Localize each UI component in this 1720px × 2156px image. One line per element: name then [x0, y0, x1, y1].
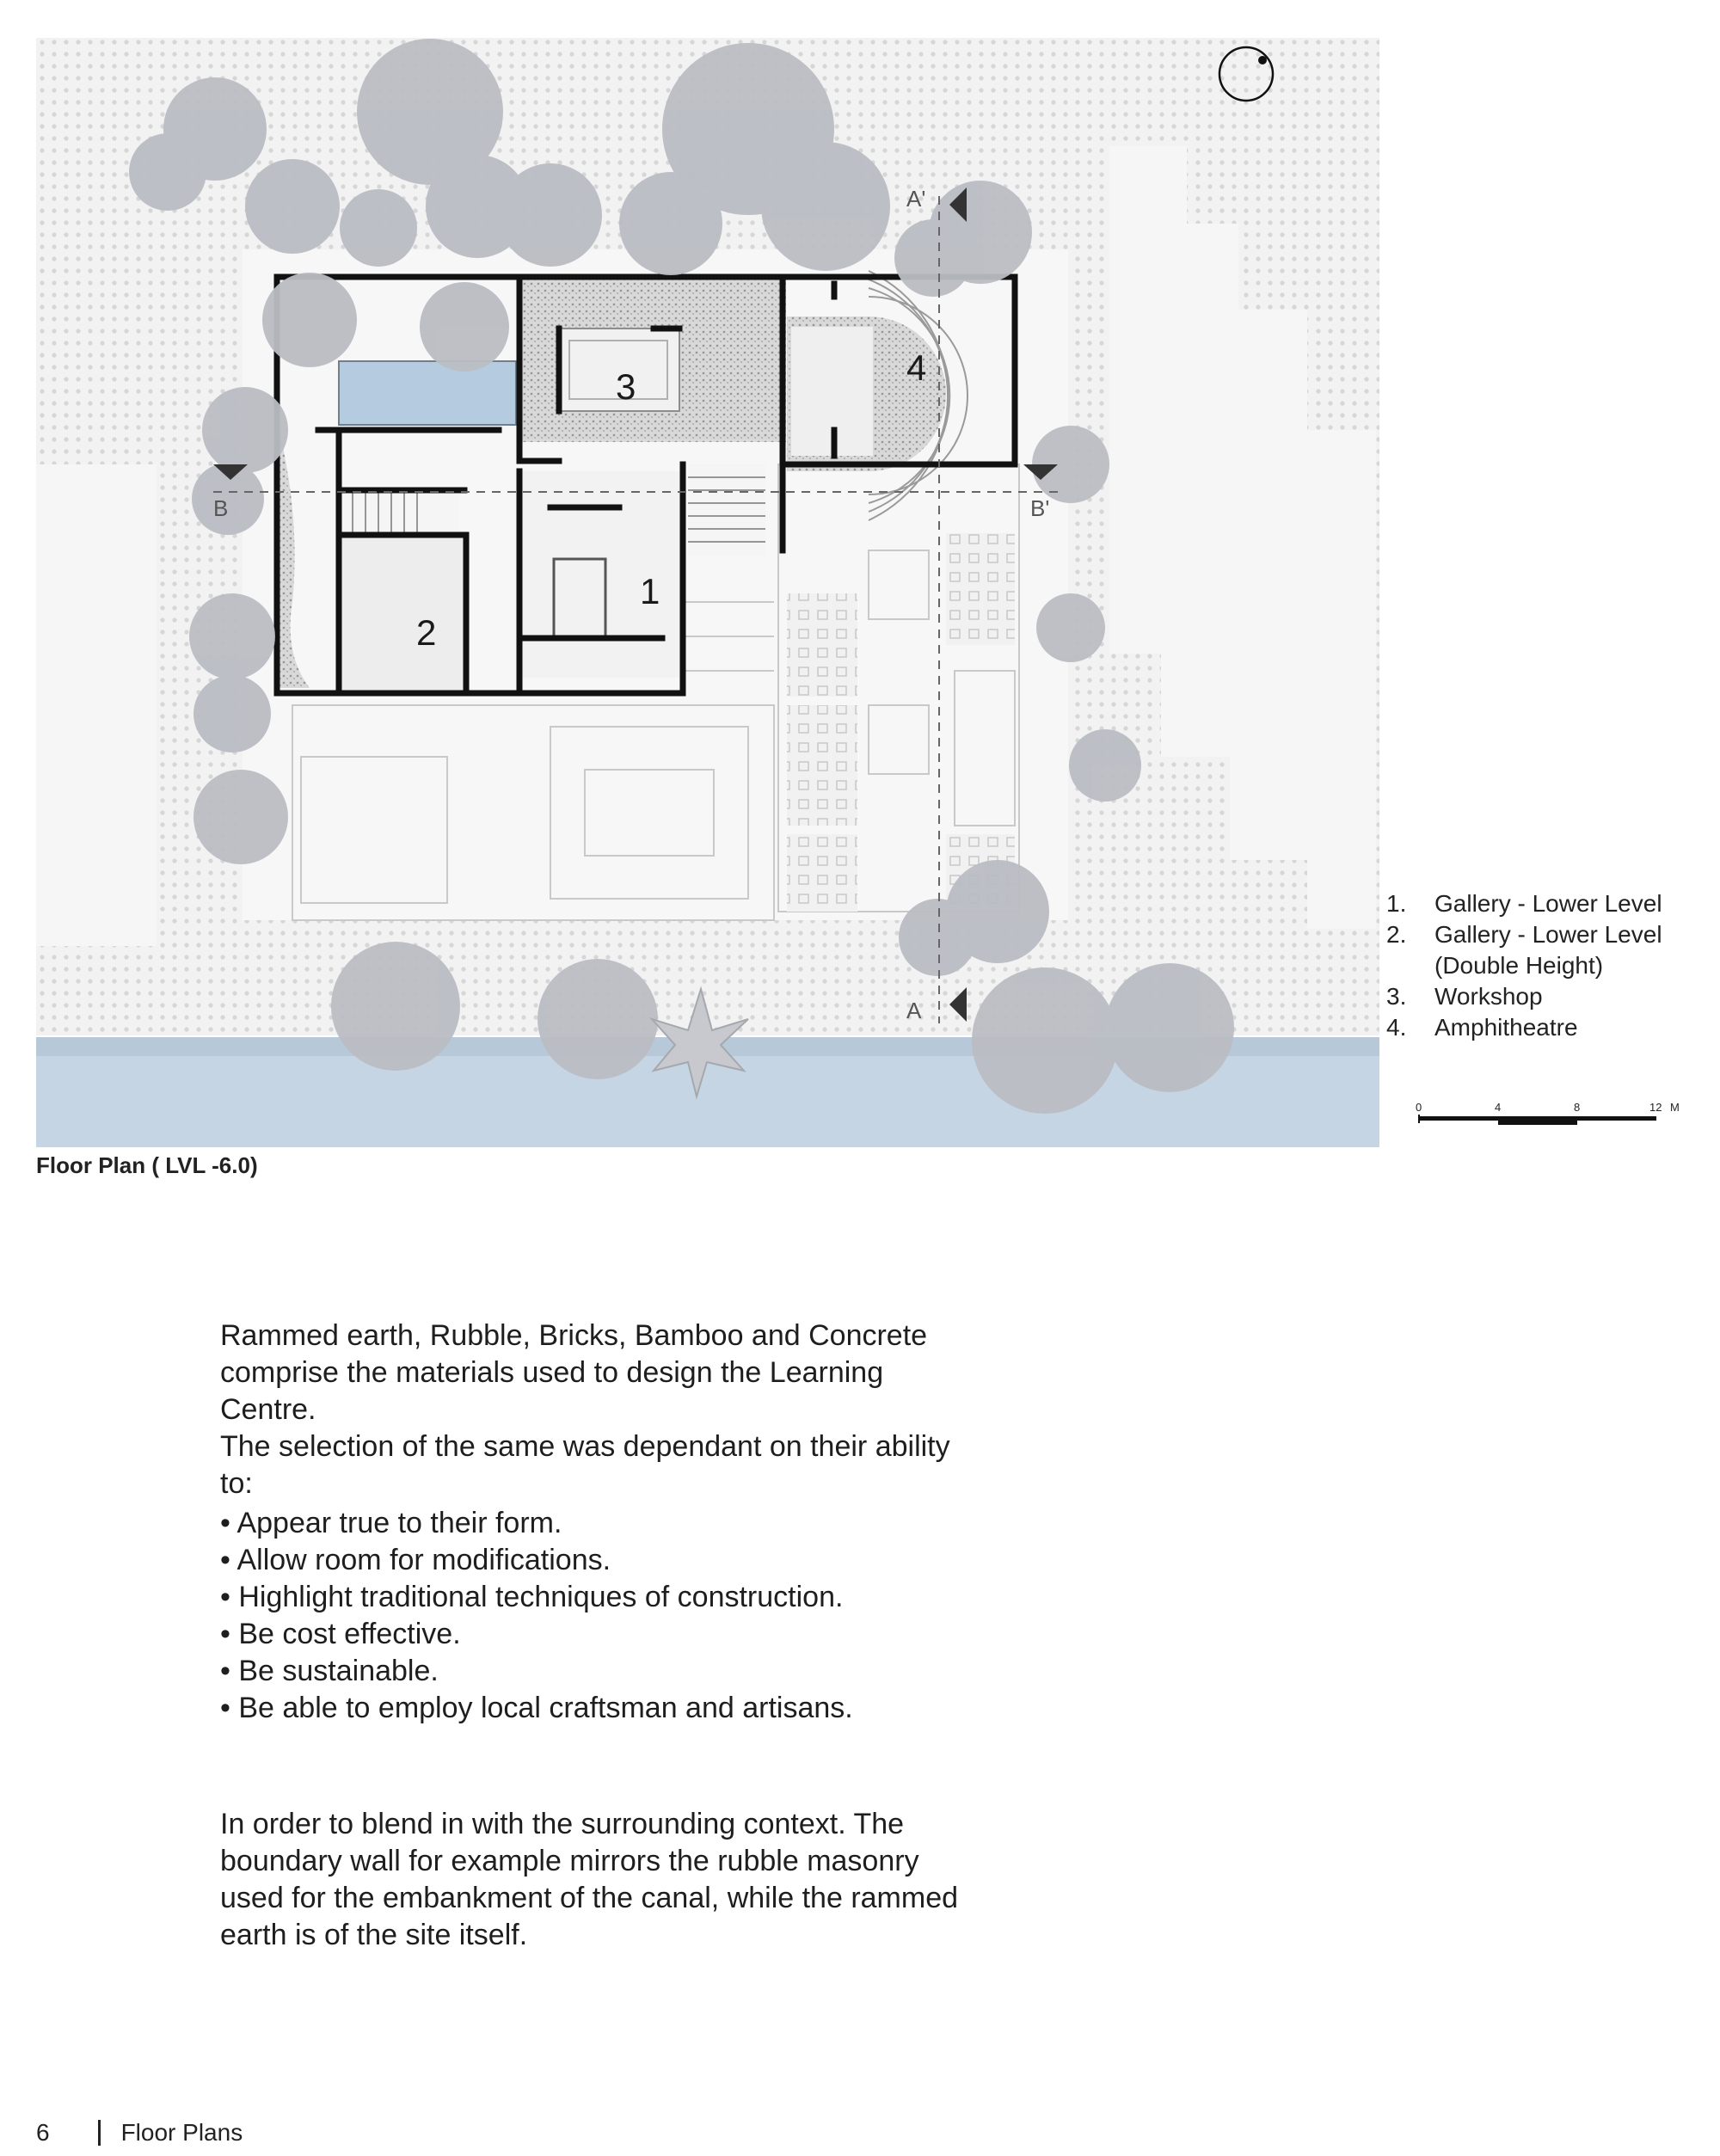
room-number-4: 4 [906, 347, 927, 388]
seating-block-1 [787, 593, 857, 697]
closing-line: boundary wall for example mirrors the rubble masonry [220, 1845, 919, 1877]
closing-paragraph [220, 1806, 960, 1954]
room-number-3: 3 [616, 366, 636, 407]
scale-tick-0: 0 [1416, 1101, 1422, 1114]
section-label-a-prime: A' [906, 186, 926, 212]
scale-tick-4: 4 [1495, 1101, 1502, 1114]
legend-label: Workshop [1434, 983, 1543, 1010]
list-item: • Be sustainable. [220, 1655, 439, 1687]
scale-tick-8: 8 [1574, 1101, 1581, 1114]
footer-section-title: Floor Plans [120, 2119, 243, 2146]
legend-number: 4. [1386, 1014, 1407, 1041]
list-item: • Allow room for modifications. [220, 1544, 611, 1576]
legend-number: 3. [1386, 983, 1407, 1010]
existing-building-left [36, 464, 157, 946]
seating-block-3 [787, 834, 857, 912]
legend-label: Gallery - Lower Level [1434, 890, 1662, 917]
scale-bar [1416, 1101, 1680, 1125]
closing-line: In order to blend in with the surrounding context. The [220, 1808, 905, 1840]
legend-item [1386, 1012, 1662, 1043]
closing-line: earth is of the site itself. [220, 1919, 528, 1951]
section-label-b: B [213, 495, 229, 521]
legend-label: (Double Height) [1434, 952, 1604, 979]
legend-label: Amphitheatre [1434, 1014, 1578, 1041]
footer-divider [98, 2120, 101, 2146]
legend-item [1386, 919, 1662, 950]
list-item: • Be cost effective. [220, 1618, 461, 1650]
legend-item [1386, 888, 1662, 919]
legend-number: 1. [1386, 890, 1407, 917]
intro-paragraph [220, 1318, 960, 1502]
legend-number [1386, 950, 1434, 981]
floor-gallery-2 [339, 535, 466, 691]
list-item: • Highlight traditional techniques of construction. [220, 1581, 844, 1613]
section-label-a: A [906, 998, 922, 1023]
list-item: • Be able to employ local craftsman and artisans. [220, 1692, 853, 1724]
section-label-b-prime: B' [1030, 495, 1050, 521]
intro-line: Rammed earth, Rubble, Bricks, Bamboo and Concrete [220, 1319, 928, 1352]
legend-item [1386, 950, 1662, 981]
stair-block-2 [339, 492, 459, 535]
figure-caption: Floor Plan ( LVL -6.0) [36, 1152, 258, 1178]
legend-item [1386, 981, 1662, 1012]
seating-block-2 [787, 705, 857, 826]
plan-legend [1386, 888, 1662, 1043]
seating-block-4 [946, 533, 1015, 645]
room-number-1: 1 [640, 571, 660, 611]
page-number: 6 [36, 2119, 50, 2146]
scale-tick-12: 12 [1649, 1101, 1662, 1114]
room-number-2: 2 [416, 612, 437, 653]
pool [339, 361, 516, 425]
intro-line: The selection of the same was dependant on their ability to: [220, 1430, 950, 1500]
page-footer [36, 2119, 243, 2147]
legend-label: Gallery - Lower Level [1434, 921, 1662, 948]
criteria-list [220, 1505, 853, 1727]
legend-number: 2. [1386, 921, 1407, 948]
intro-line: comprise the materials used to design the Learning Centre. [220, 1356, 884, 1426]
list-item: • Appear true to their form. [220, 1507, 562, 1539]
closing-line: used for the embankment of the canal, while the rammed [220, 1882, 959, 1914]
scale-unit: M [1670, 1101, 1680, 1114]
